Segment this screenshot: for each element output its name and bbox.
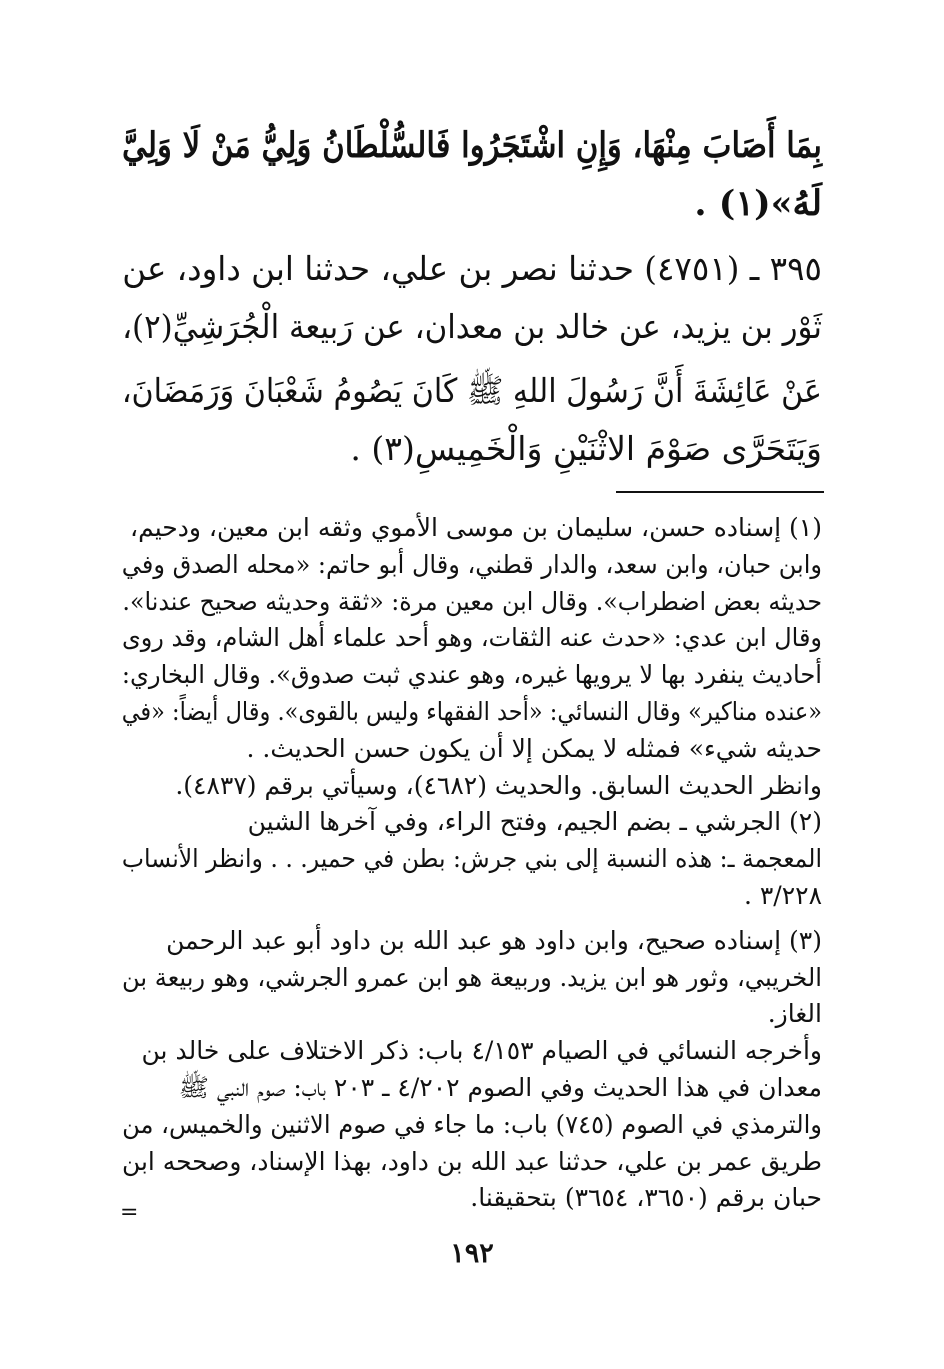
- footnote-line: حديثه بعض اضطراب». وقال ابن معين مرة: «ثقة وحديثه صحيح عندنا».: [122, 586, 822, 616]
- footnote-line: طريق عمر بن علي، حدثنا عبد الله بن داود، بهذا الإسناد، وصححه ابن: [122, 1146, 822, 1176]
- footnote-line: الغاز.: [767, 999, 822, 1029]
- text-line: بِمَا أَصَابَ مِنْهَا، وَإِنِ اشْتَجَرُوا فَالسُّلْطَانُ وَلِيُّ مَنْ لَا وَلِيَّ: [121, 125, 822, 166]
- footnote-line: حديثه شيء» فمثله لا يمكن إلا أن يكون حسن الحديث. .: [246, 733, 822, 763]
- footnote-line: «عنده مناكير» وقال النسائي: «أحد الفقهاء وليس بالقوى». وقال أيضاً: «في: [121, 696, 823, 726]
- text-line: لَهُ»(١) .: [694, 183, 822, 224]
- text-line: وَيَتَحَرَّى صَوْمَ الاثْنَيْنِ وَالْخَمِيسِ(٣) .: [350, 429, 822, 468]
- footnote-line: وانظر الحديث السابق. والحديث (٤٦٨٢)، وسيأتي برقم (٤٨٣٧).: [175, 770, 822, 800]
- footnote-line: الخريبي، وثور هو ابن يزيد. وربيعة هو ابن عمرو الجرشي، وهو ربيعة بن: [121, 962, 822, 992]
- text-line: ثَوْر بن يزيد، عن خالد بن معدان، عن رَبيعة الْجُرَشِيِّ(٢)،: [122, 307, 822, 346]
- footnote-line: (٣) إسناده صحيح، وابن داود هو عبد الله بن داود أبو عبد الرحمن: [166, 925, 822, 955]
- text-line: عَنْ عَائِشَةَ أَنَّ رَسُولَ اللهِ ﷺ كَانَ يَصُومُ شَعْبَانَ وَرَمَضَانَ،: [121, 371, 822, 410]
- page-number: ١٩٢: [450, 1238, 494, 1269]
- footnote-line: وأخرجه النسائي في الصيام ٤/١٥٣ باب: ذكر الاختلاف على خالد بن: [141, 1036, 822, 1066]
- footnote-line: وقال ابن عدي: «حدث عنه الثقات، وهو أحد علماء أهل الشام، وقد روى: [121, 623, 822, 653]
- footnote-line: (١) إسناده حسن، سليمان بن موسى الأموي وثقه ابن معين، ودحيم،: [130, 513, 822, 542]
- continuation-mark: =: [120, 1200, 139, 1225]
- footnote-line: أحاديث ينفرد بها لا يرويها غيره، وهو عندي ثبت صدوق». وقال البخاري:: [121, 660, 823, 690]
- footnote-line: ٣/٢٢٨ .: [743, 880, 822, 910]
- footnote-line: حبان برقم (٣٦٥٠، ٣٦٥٤) بتحقيقنا.: [470, 1183, 822, 1213]
- footnote-separator: [616, 491, 824, 493]
- footnote-line: (٢) الجرشي ـ بضم الجيم، وفتح الراء، وفي آخرها الشين: [247, 807, 822, 837]
- footnote-line: وابن حبان، وابن سعد، والدار قطني، وقال أبو حاتم: «محله الصدق وفي: [121, 549, 823, 579]
- footnotes: [122, 510, 822, 1217]
- footnote-line: والترمذي في الصوم (٧٤٥) باب: ما جاء في صوم الاثنين والخميس، من: [122, 1109, 822, 1139]
- text-line: ٣٩٥ ـ (٤٧٥١) حدثنا نصر بن علي، حدثنا ابن داود، عن: [122, 249, 822, 288]
- footnote-line: المعجمة ـ: هذه النسبة إلى بني جرش: بطن في حمير. . . وانظر الأنساب: [121, 844, 823, 874]
- footnote-line: معدان في هذا الحديث وفي الصوم ٤/٢٠٢ ـ ٢٠٣ باب: صوم النبي ﷺ: [178, 1072, 822, 1102]
- top-hadith: [122, 117, 822, 233]
- hadith-395: [122, 240, 822, 478]
